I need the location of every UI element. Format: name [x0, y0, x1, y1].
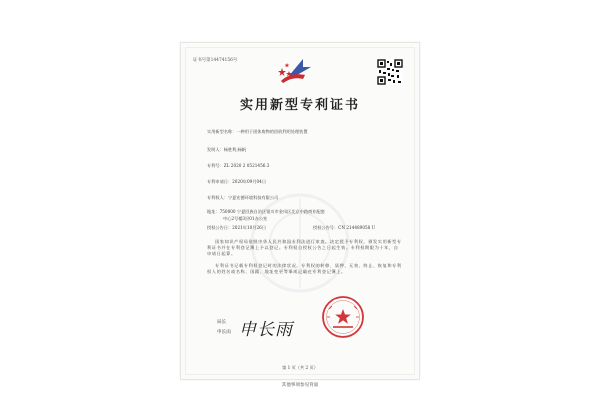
certificate-serial: 证书号第14474156号	[193, 58, 238, 63]
qr-code-icon	[377, 59, 403, 85]
inventor-label: 发明人：	[207, 147, 224, 152]
inventor-row	[207, 147, 246, 152]
utility-model-name-row	[207, 129, 308, 134]
grant-number-value: CN 214489058 U	[338, 225, 376, 230]
handwritten-signature: 申长雨	[239, 320, 293, 340]
patent-number-value: ZL 2020 2 0521456.3	[223, 163, 270, 168]
filing-date-row	[207, 179, 266, 184]
address-label: 地址：	[207, 209, 220, 214]
filing-date-value: 2020年09月04日	[232, 179, 267, 184]
address-row	[207, 209, 325, 214]
official-seal-icon	[321, 295, 365, 339]
patent-certificate	[180, 42, 420, 380]
signature-title: 局长	[217, 320, 227, 325]
grant-date-value: 2021年10月26日	[232, 225, 267, 230]
name-label: 实用新型名称：	[207, 129, 237, 134]
signature-name: 申长雨	[217, 330, 231, 335]
page-footer: 第 1 页（共 2 页）	[282, 365, 318, 370]
patentee-label: 专利权人：	[207, 195, 228, 200]
certificate-paragraph-2: 专利证书记载专利权登记时的法律状况。专利权的转移、质押、无效、终止、恢复和专利权人的姓名或名称、国籍、地址变更等事项记载在专利登记簿上。	[207, 263, 402, 275]
certificate-title: 实用新型专利证书	[239, 98, 360, 113]
bottom-caption: 其他事项参见背面	[281, 383, 319, 388]
grant-number-label: 授权公告号：	[313, 225, 339, 230]
name-value: 一种用于固体废物的回收利用处理装置	[236, 129, 308, 134]
patent-number-label: 专利号：	[207, 163, 224, 168]
patentee-value: 宁夏宏德环境科技有限公司	[227, 195, 279, 200]
address-value-line-2: 中心2号楼3层01办公室	[223, 216, 268, 221]
certificate-paragraph-1: 国家知识产权局依照中华人民共和国专利法进行审查，决定授予专利权，颁发实用新型专利证书并在专利登记簿上予以登记。专利权自授权公告之日起生效。专利权期限为十年，自申请日起算。	[207, 239, 402, 257]
grant-number-row	[313, 225, 375, 230]
cnipa-logo-icon	[273, 53, 315, 89]
filing-date-label: 专利申请日：	[207, 179, 233, 184]
grant-row	[207, 225, 266, 230]
patentee-row	[207, 195, 278, 200]
inventor-value: 杨胜利;杨帆	[223, 147, 247, 152]
address-value-line-1: 750000 宁夏回族自治区银川市金凤区北京中路商业配套	[219, 209, 325, 214]
patent-number-row	[207, 163, 269, 168]
grant-date-label: 授权公告日：	[207, 225, 233, 230]
